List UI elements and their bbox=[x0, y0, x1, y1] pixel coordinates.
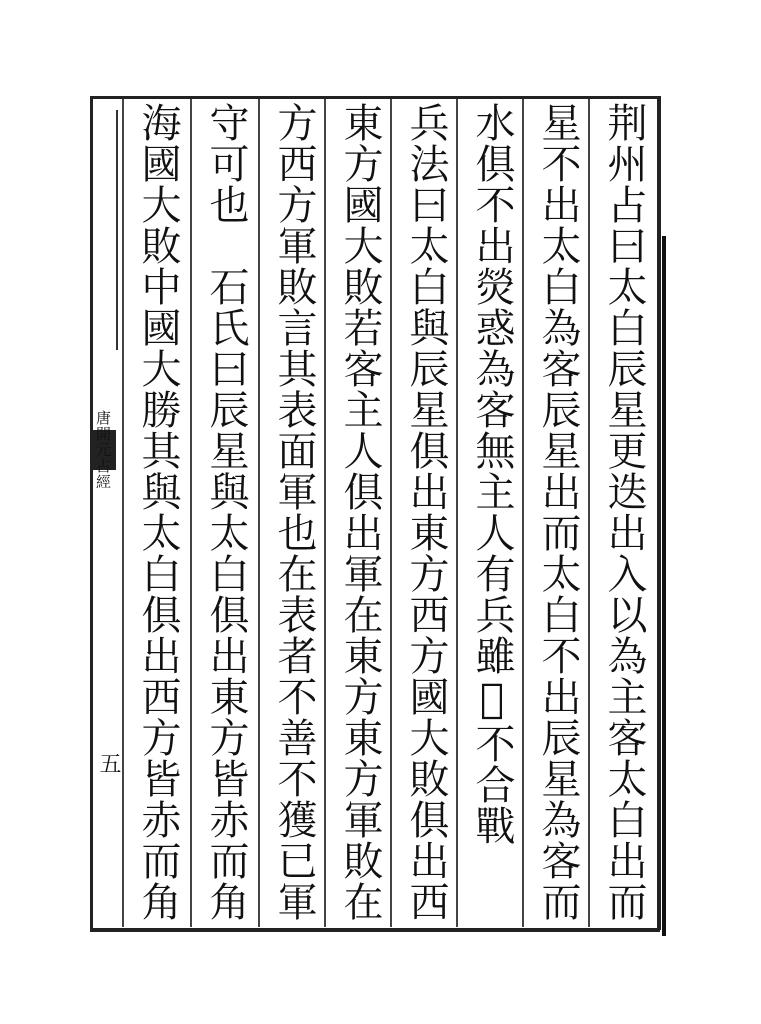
frame-right-border bbox=[657, 96, 661, 930]
text-column-6: 方西方軍敗言其表面軍也在表者不善不獲已軍 bbox=[271, 102, 317, 922]
text-column-5: 東方國大敗若客主人俱出軍在東方東方軍敗在 bbox=[337, 102, 383, 922]
column-rule bbox=[258, 99, 260, 927]
column-rule bbox=[390, 99, 392, 927]
folio-number: 五 bbox=[96, 752, 121, 774]
column-rule bbox=[522, 99, 524, 927]
text-column-2: 星不出太白為客辰星出而太白不出辰星為客而 bbox=[535, 102, 581, 922]
column-rule bbox=[190, 99, 192, 927]
column-rule bbox=[456, 99, 458, 927]
text-column-8: 海國大敗中國大勝其與太白俱出西方皆赤而角 bbox=[135, 102, 181, 922]
column-rule bbox=[588, 99, 590, 927]
page-gutter bbox=[92, 100, 118, 926]
column-rule bbox=[122, 99, 124, 927]
text-column-3: 水俱不出熒惑為客無主人有兵雖𡮢不合戰 bbox=[469, 102, 515, 846]
frame-top-border bbox=[90, 96, 660, 99]
running-title: 唐開元占經 bbox=[94, 410, 112, 490]
column-rule bbox=[324, 99, 326, 927]
text-column-4: 兵法曰太白與辰星俱出東方西方國大敗俱出西 bbox=[403, 102, 449, 922]
text-column-7: 守可也 石氏曰辰星與太白俱出東方皆赤而角 bbox=[203, 102, 249, 922]
text-column-1: 荆州占曰太白辰星更迭出入以為主客太白出而 bbox=[601, 102, 647, 922]
frame-right-bar bbox=[662, 236, 666, 936]
frame-bottom-border bbox=[90, 928, 660, 932]
gutter-marking bbox=[92, 110, 118, 350]
